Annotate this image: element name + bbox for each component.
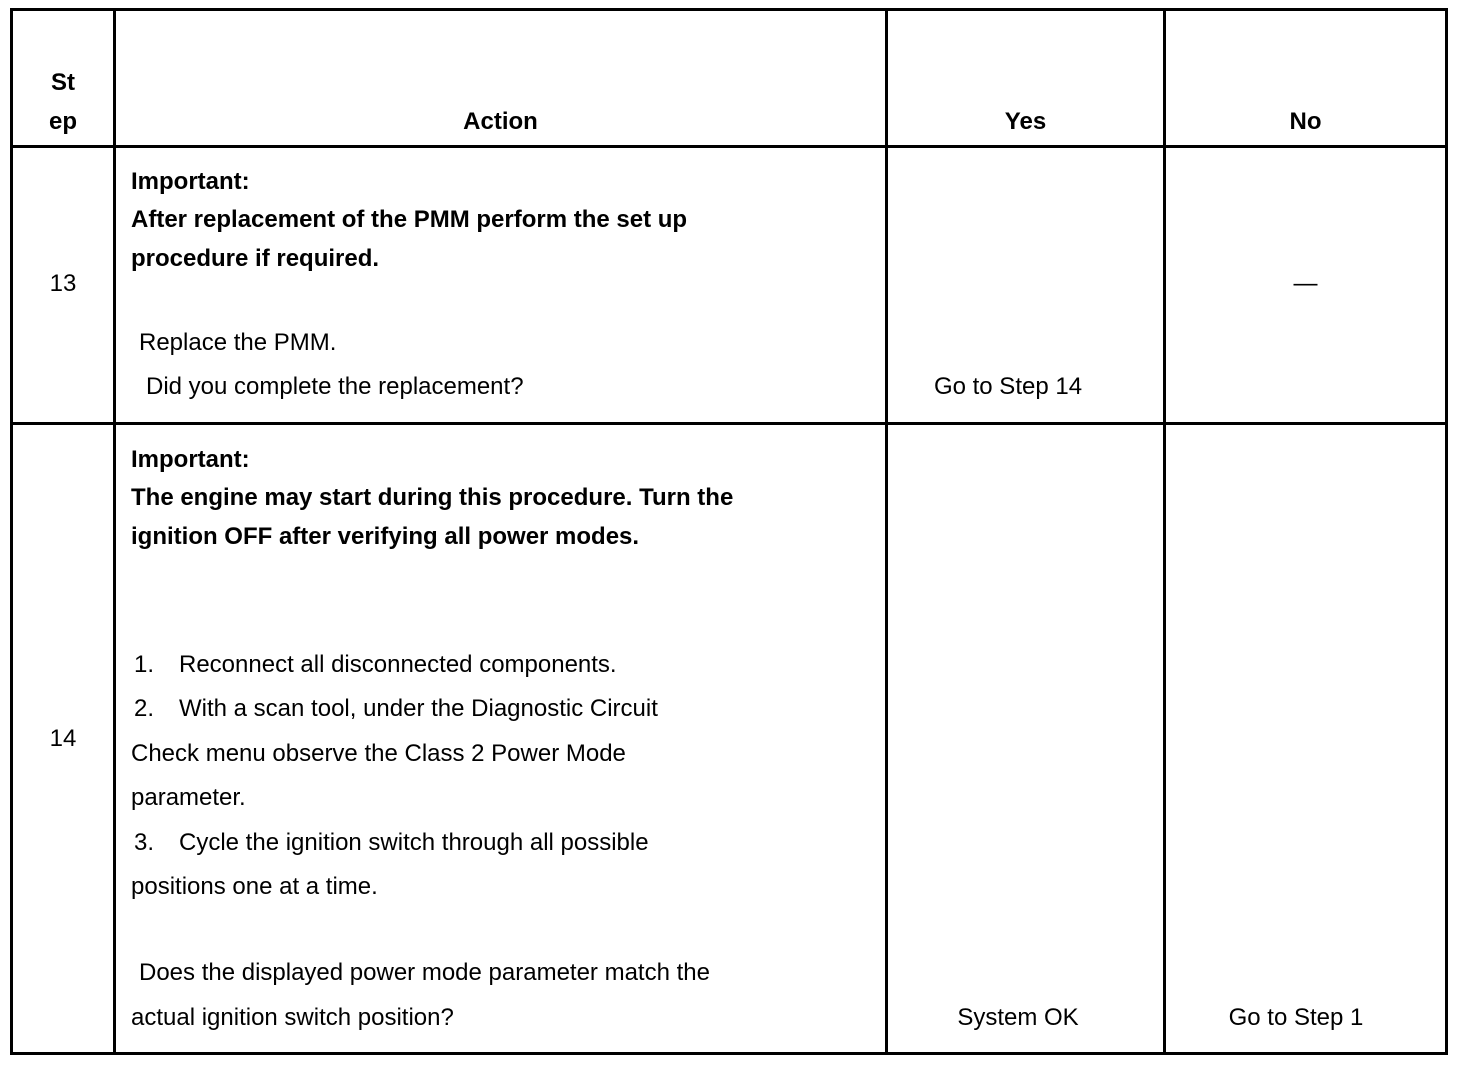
- header-divider: [10, 145, 1448, 148]
- list-item-continuation: Check menu observe the Class 2 Power Mode: [131, 740, 626, 767]
- step-number: 13: [49, 270, 77, 297]
- important-label: Important:: [131, 446, 250, 473]
- table-border-top: [10, 8, 1448, 11]
- diagnostic-table: [10, 8, 1448, 1055]
- header-step-line-2: ep: [48, 108, 77, 135]
- list-item-number: 2.: [134, 695, 155, 722]
- list-item-text: With a scan tool, under the Diagnostic Circuit: [179, 695, 658, 722]
- header-no: No: [1289, 108, 1322, 135]
- no-result: —: [1293, 270, 1318, 297]
- important-text-line: ignition OFF after verifying all power modes.: [131, 523, 640, 550]
- important-text-line: procedure if required.: [131, 245, 380, 272]
- list-item-continuation: parameter.: [131, 784, 246, 811]
- list-item-number: 3.: [134, 829, 155, 856]
- no-result: Go to Step 1: [1228, 1004, 1364, 1031]
- yes-result: System OK: [957, 1004, 1079, 1031]
- yes-result: Go to Step 14: [933, 373, 1083, 400]
- important-text-line: After replacement of the PMM perform the set up: [131, 206, 688, 233]
- table-border-right: [1445, 8, 1448, 1055]
- list-item-text: Reconnect all disconnected components.: [179, 651, 617, 678]
- column-divider-yes: [1163, 8, 1166, 1055]
- action-question: actual ignition switch position?: [131, 1004, 454, 1031]
- row-divider: [10, 422, 1448, 425]
- table-border-left: [10, 8, 13, 1055]
- header-yes: Yes: [1004, 108, 1047, 135]
- list-item-continuation: positions one at a time.: [131, 873, 378, 900]
- header-step-line-1: St: [51, 69, 75, 96]
- step-number: 14: [49, 725, 77, 752]
- list-item-text: Cycle the ignition switch through all possible: [179, 829, 649, 856]
- important-text-line: The engine may start during this procedure. Turn the: [131, 484, 734, 511]
- list-item-number: 1.: [134, 651, 155, 678]
- header-action: Action: [463, 108, 538, 135]
- important-label: Important:: [131, 168, 250, 195]
- table-border-bottom: [10, 1052, 1448, 1055]
- column-divider-step: [113, 8, 116, 1055]
- column-divider-action: [885, 8, 888, 1055]
- action-question: Does the displayed power mode parameter match the: [139, 959, 710, 986]
- action-question: Did you complete the replacement?: [146, 373, 524, 400]
- action-text-line: Replace the PMM.: [139, 329, 337, 356]
